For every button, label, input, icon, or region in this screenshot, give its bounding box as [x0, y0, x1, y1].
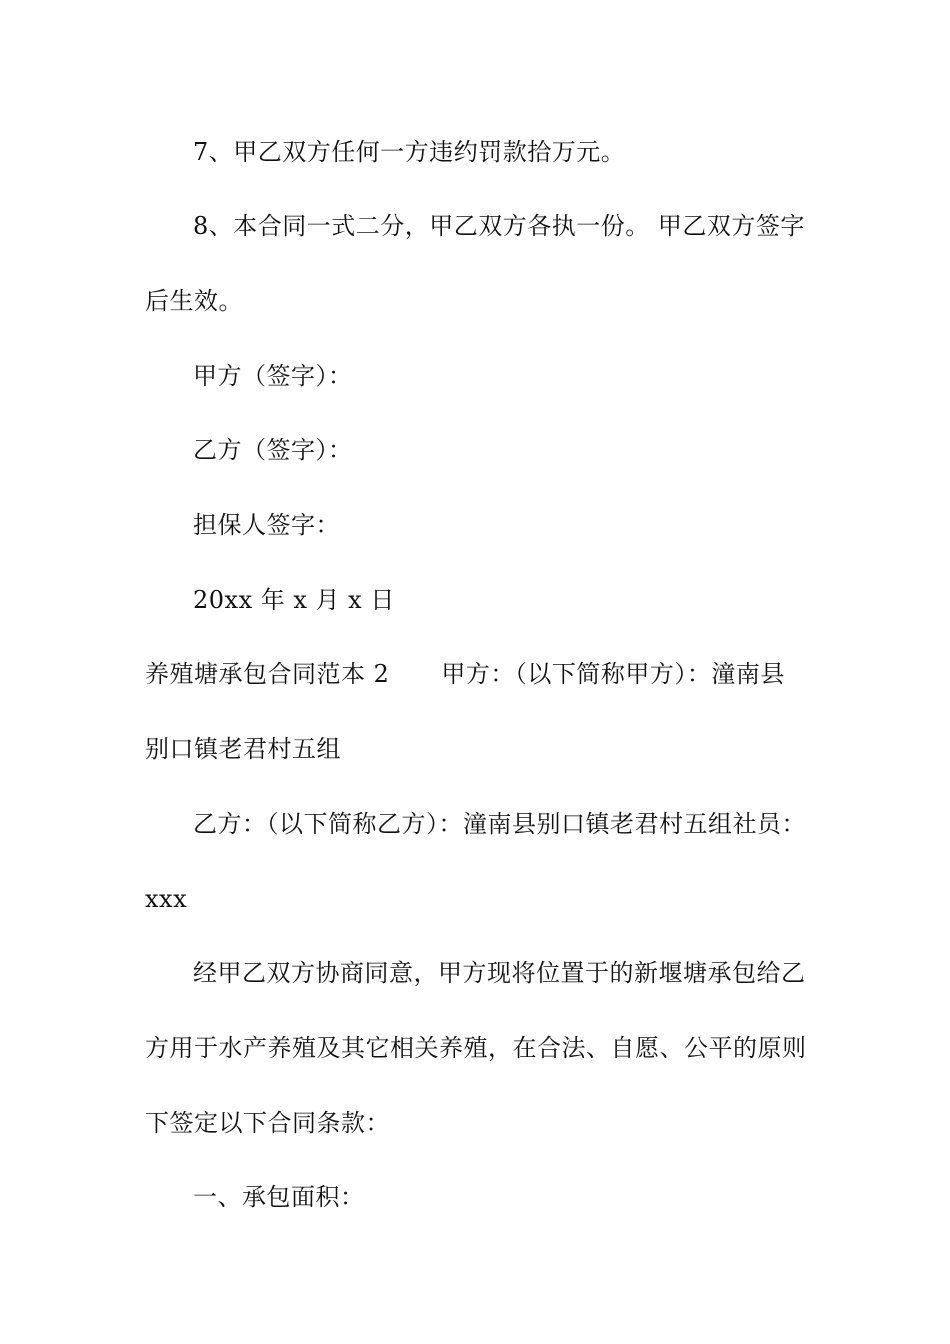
clause-8-continued: 后生效。	[145, 287, 243, 315]
party-a-signature: 甲方（签字）：	[193, 362, 353, 390]
party-b-signature: 乙方（签字）：	[193, 436, 353, 464]
party-b-name: xxx	[145, 885, 188, 913]
agreement-paragraph-line-1: 经甲乙双方协商同意，甲方现将位置于的新堰塘承包给乙	[193, 959, 806, 987]
party-a-intro: 甲方：（以下简称甲方）：潼南县	[441, 660, 785, 688]
section-heading-area: 一、承包面积：	[193, 1183, 365, 1211]
contract-title: 养殖塘承包合同范本 2	[145, 660, 390, 688]
clause-8: 8、本合同一式二分，甲乙双方各执一份。 甲乙双方签字	[193, 212, 805, 240]
party-b-intro: 乙方：（以下简称乙方）：潼南县别口镇老君村五组社员：	[193, 810, 806, 838]
agreement-paragraph-line-3: 下签定以下合同条款：	[145, 1109, 390, 1137]
date-line: 20xx 年 x 月 x 日	[193, 586, 395, 614]
guarantor-signature: 担保人签字：	[193, 511, 340, 539]
party-a-location: 别口镇老君村五组	[145, 735, 341, 763]
agreement-paragraph-line-2: 方用于水产养殖及其它相关养殖，在合法、自愿、公平的原则	[145, 1034, 807, 1062]
clause-7: 7、甲乙双方任何一方违约罚款拾万元。	[193, 138, 626, 166]
contract-title-line	[145, 658, 785, 690]
